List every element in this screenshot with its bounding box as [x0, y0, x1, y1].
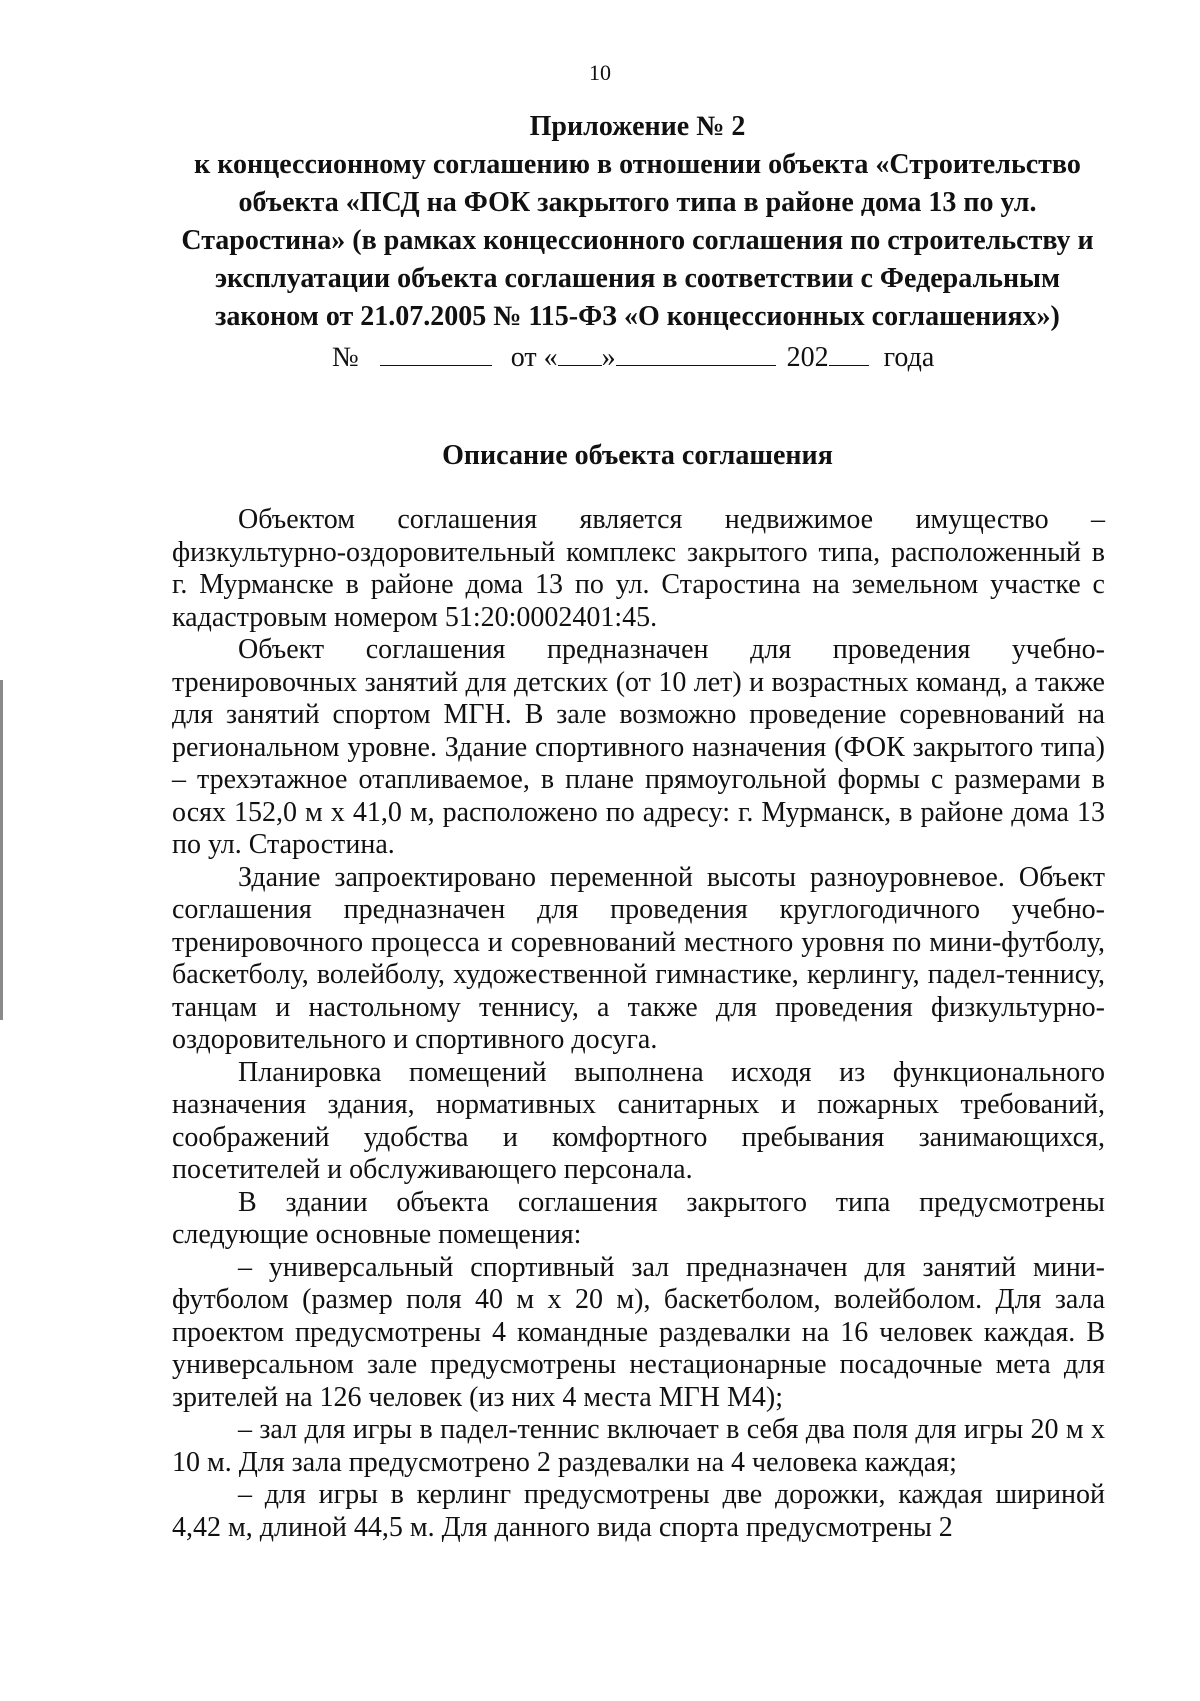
page-number: 10 [589, 60, 611, 85]
appendix-subtitle-line: эксплуатации объекта соглашения в соответствии с Федеральным [214, 263, 1061, 294]
year-prefix: 202 [786, 342, 829, 373]
list-item: – универсальный спортивный зал предназначен для занятий мини-футболом (размер поля 40 м х 20 м), баскетболом, волейболом. Для зала проектом предусмотрены 4 командные раздевалки на 16 человек каждая. В универсальном зале предусмотрены нестационарные посадочные мета для зрителей на 126 человек (из них 4 места МГН М4); [172, 1251, 1105, 1413]
appendix-subtitle-line: законом от 21.07.2005 № 115-ФЗ «О концессионных соглашениях») [215, 301, 1060, 332]
body-paragraph: Объект соглашения предназначен для проведения учебно-тренировочных занятий для детских (от 10 лет) и возрастных команд, а также для занятий спортом МГН. В зале возможно проведение соревнований на региональном уровне. Здание спортивного назначения (ФОК закрытого типа) – трехэтажное отапливаемое, в плане прямоугольной формы с размерами в осях 152,0 м х 41,0 м, расположено по адресу: г. Мурманск, в районе дома 13 по ул. Старостина. [172, 634, 1105, 860]
scan-edge-mark [0, 680, 3, 1020]
body-paragraph: Здание запроектировано переменной высоты разноуровневое. Объект соглашения предназначен для проведения круглогодичного учебно-тренировочного процесса и соревнований местного уровня по мини-футболу, баскетболу, волейболу, художественной гимнастике, керлингу, падел-теннису, танцам и настольному теннису, а также для проведения физкультурно-оздоровительного и спортивного досуга. [172, 861, 1105, 1055]
date-from-label: от « [510, 342, 558, 373]
month-blank [616, 341, 776, 366]
date-close-quote: » [601, 342, 616, 373]
section-title: Описание объекта соглашения [442, 440, 833, 471]
number-blank [380, 341, 492, 366]
body-paragraph: Объектом соглашения является недвижимое имущество – физкультурно-оздоровительный комплекс закрытого типа, расположенный в г. Мурманске в районе дома 13 по ул. Старостина на земельном участке с кадастровым номером 51:20:0002401:45. [172, 504, 1105, 633]
document-number-line [332, 340, 952, 376]
body-paragraph: Планировка помещений выполнена исходя из функционального назначения здания, нормативных санитарных и пожарных требований, соображений удобства и комфортного пребывания занимающихся, посетителей и обслуживающего персонала. [172, 1056, 1105, 1185]
list-item: – зал для игры в падел-теннис включает в себя два поля для игры 20 м х 10 м. Для зала предусмотрено 2 раздевалки на 4 человека каждая; [172, 1414, 1105, 1478]
body-paragraph: В здании объекта соглашения закрытого типа предусмотрены следующие основные помещения: [172, 1186, 1105, 1250]
number-sign: № [332, 342, 359, 373]
year-label: года [883, 342, 935, 373]
document-body [172, 504, 1105, 1544]
appendix-title: Приложение № 2 [529, 111, 746, 142]
appendix-subtitle-line: объекта «ПСД на ФОК закрытого типа в районе дома 13 по ул. [238, 187, 1037, 218]
appendix-header [170, 108, 1105, 336]
day-blank [558, 341, 602, 366]
appendix-subtitle-line: к концессионному соглашению в отношении объекта «Строительство [194, 149, 1081, 180]
list-item: – для игры в керлинг предусмотрены две дорожки, каждая шириной 4,42 м, длиной 44,5 м. Для данного вида спорта предусмотрены 2 [172, 1479, 1105, 1543]
appendix-subtitle-line: Старостина» (в рамках концессионного соглашения по строительству и [181, 225, 1094, 256]
year-blank [829, 341, 869, 366]
